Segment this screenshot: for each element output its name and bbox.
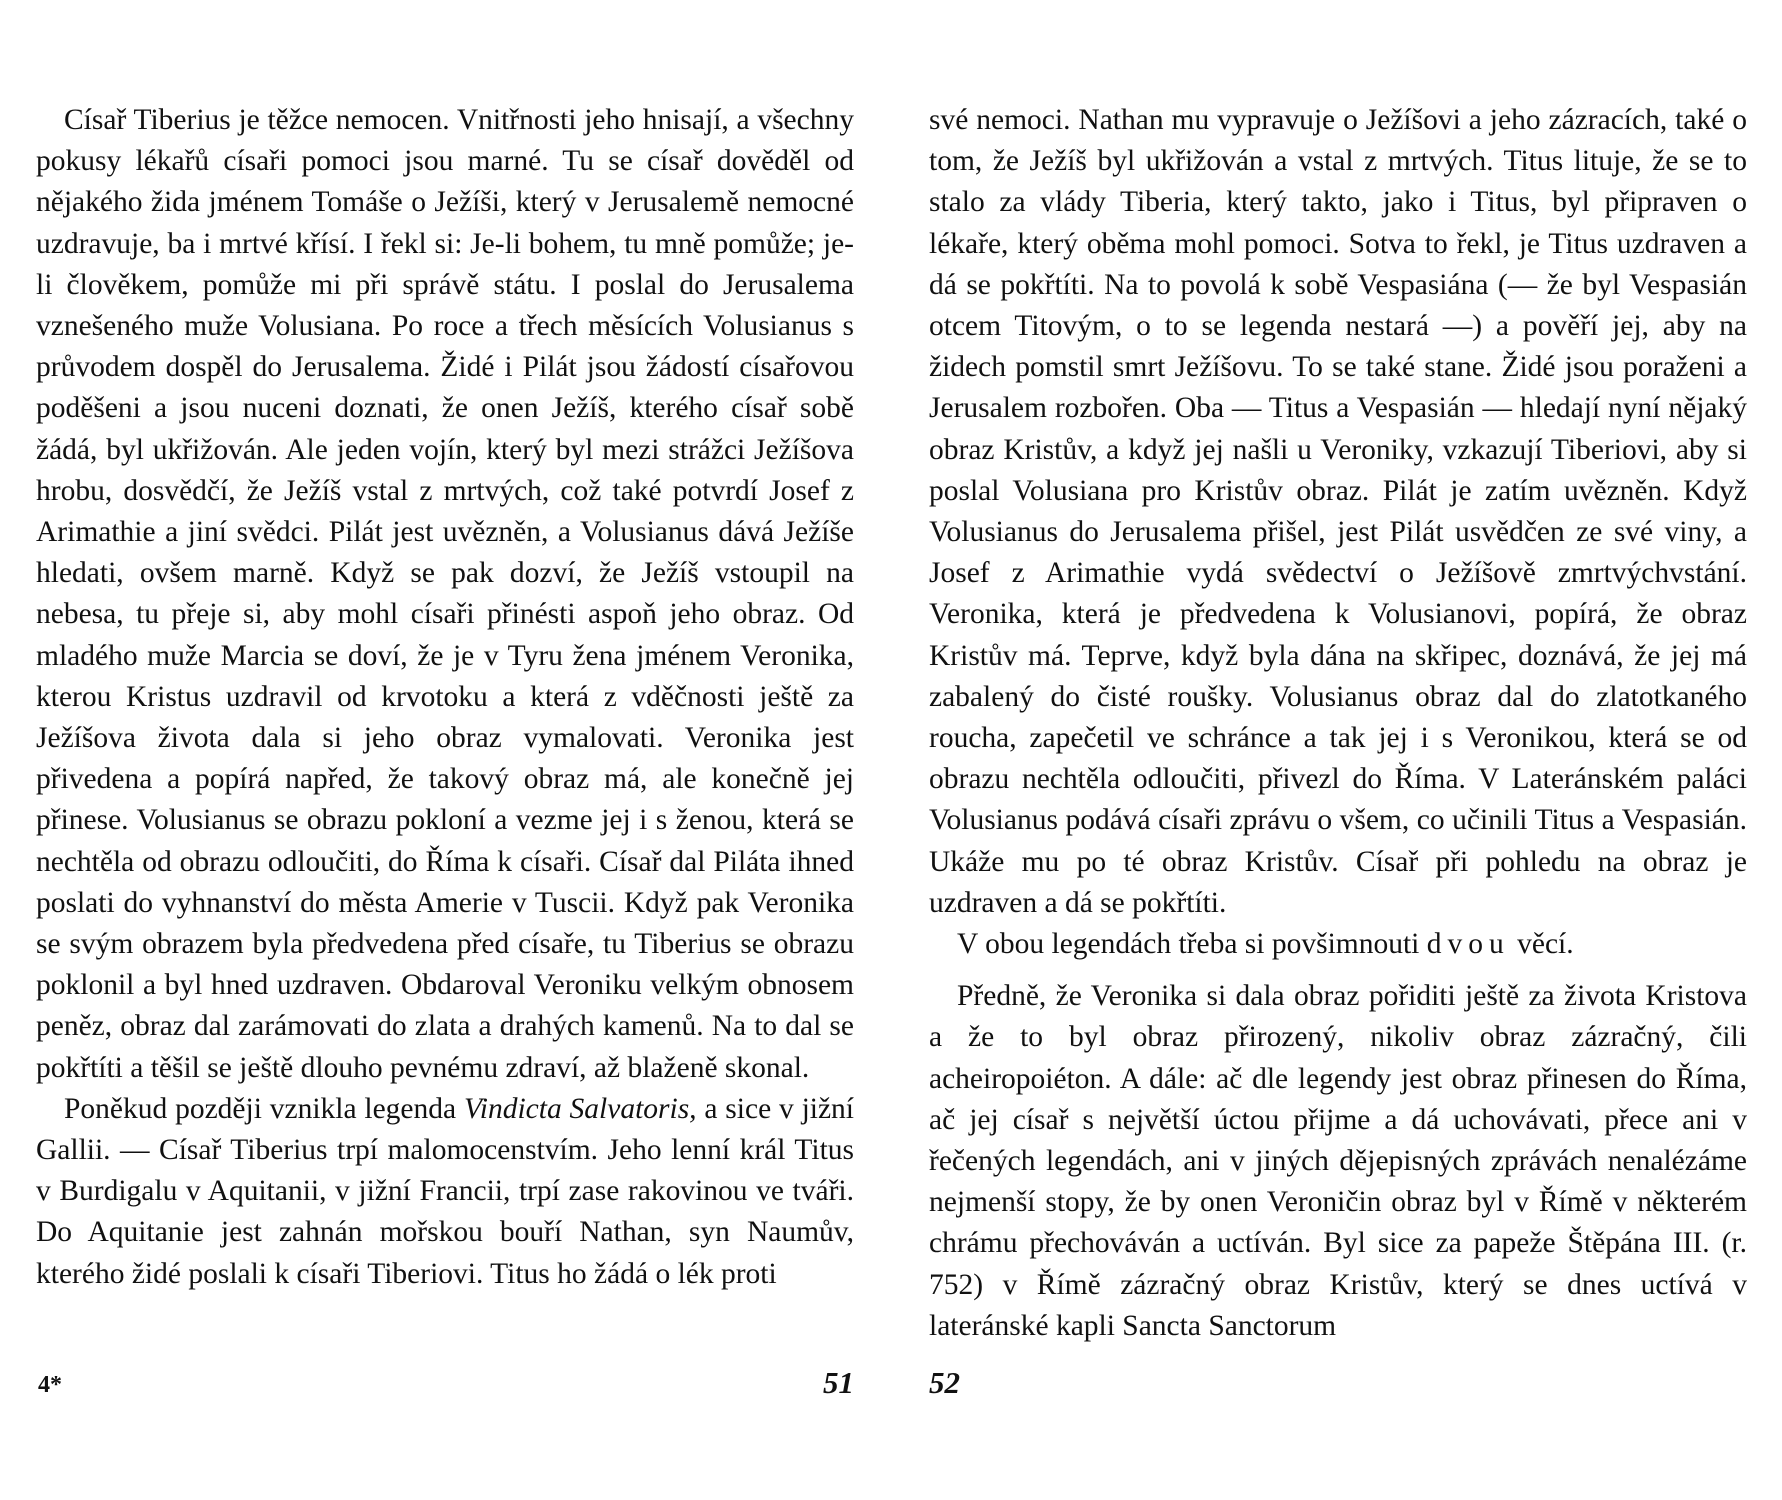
left-paragraph-2-rest: a sice v jižní Gallii. — Císař Tiberius trpí malomocenstvím. Jeho lenní král Titus v Burdigalu v Aquitanii, v jižní Francii, trpí zase rakovinou ve tváři. Do Aquitanie jest zahnán mořskou bouří Nathan, syn Naumův, kterého židé poslali k císaři Tiberiovi. Titus ho žádá o lék proti <box>36 1092 855 1290</box>
page-number-left: 51 <box>823 1365 854 1400</box>
right-paragraph-1: své nemoci. Nathan mu vypravuje o Ježíšovi a jeho zázracích, také o tom, že Ježíš byl ukřižován a vstal z mrtvých. Titus lituje, že se to stalo za vlády Tiberia, který takto, jako i Titus, byl připraven o lékaře, který oběma mohl pomoci. Sotva to řekl, je Titus uzdraven a dá se pokřtíti. Na to povolá k sobě Vespasiána (— že byl Vespasián otcem Titovým, o to se legenda nestará —) a pověří jej, aby na židech pomstil smrt Ježíšovu. To se také stane. Židé jsou poraženi a Jerusalem rozbořen. Oba — Titus a Vespasián — hledají nyní nějaký obraz Kristův, a když jej našli u Veroniky, vzkazují Tiberiovi, aby si poslal Volusiana pro Kristův obraz. Pilát je zatím uvězněn. Když Volusianus do Jerusalema přišel, jest Pilát usvědčen ze své viny, a Josef z Arimathie vydá svědectví o Ježíšově zmrtvýchvstání. Veronika, která je předvedena k Volusianovi, popírá, že obraz Kristův má. Teprve, když byla dána na skřipec, doznává, že jej má zabalený do čisté roušky. Volusianus obraz dal do zlatotkaného roucha, zapečetil ve schránce a tak jej i s Veronikou, která se od obrazu nechtěla odloučiti, přivezl do Říma. V Lateránském paláci Volusianus podává císaři zprávu o všem, co učinili Titus a Vespasián. Ukáže mu po té obraz Kristův. Císař při pohledu na obraz je uzdraven a dá se pokřtíti. <box>929 104 1747 919</box>
vindicta-salvatoris-title: Vindicta Salvatoris, <box>463 1092 697 1125</box>
right-paragraph-2-rest: věcí. <box>1509 928 1574 961</box>
left-page <box>36 100 855 1400</box>
right-paragraph-2-lead: V obou legendách třeba si povšimnouti <box>957 928 1427 961</box>
right-paragraph-3: Předně, že Veronika si dala obraz pořiditi ještě za života Kristova a že to byl obraz přirozený, nikoliv obraz zázračný, čili acheiropoiéton. A dále: ač dle legendy jest obraz přinesen do Říma, ač jej císař s největší úctou přijme a dá uchovávati, přece ani v řečených legendách, ani v jiných dějepisných zprávách nenalézáme nejmenší stopy, že by onen Veroničin obraz byl v Římě v některém chrámu přechováván a uctíván. Byl sice za papeže Štěpána III. (r. 752) v Římě zázračný obraz Kristův, který se dnes uctívá v lateránské kapli Sancta Sanctorum <box>929 980 1747 1342</box>
spaced-emphasis-dvou: dvou <box>1426 928 1510 961</box>
left-paragraph-2 <box>36 1089 854 1295</box>
left-page-body <box>36 100 855 1290</box>
signature-mark: 4* <box>38 1372 62 1398</box>
left-paragraph-1: Císař Tiberius je těžce nemocen. Vnitřnosti jeho hnisají, a všechny pokusy lékařů císaři pomoci jsou marné. Tu se císař dověděl od nějakého žida jménem Tomáše o Ježíši, který v Jerusalemě nemocné uzdravuje, ba i mrtvé křísí. I řekl si: Je-li bohem, tu mně pomůže; je-li člověkem, pomůže mi při správě státu. I poslal do Jerusalema vznešeného muže Volusiana. Po roce a třech měsících Volusianus s průvodem dospěl do Jerusalema. Židé i Pilát jsou žádostí císařovou poděšeni a jsou nuceni doznati, že onen Ježíš, kterého císař sobě žádá, byl ukřižován. Ale jeden vojín, který byl mezi strážci Ježíšova hrobu, dosvědčí, že Ježíš vstal z mrtvých, což také potvrdí Josef z Arimathie a jiní svědci. Pilát jest uvězněn, a Volusianus dává Ježíše hledati, ovšem marně. Když se pak dozví, že Ježíš vstoupil na nebesa, tu přeje si, aby mohl císaři přinésti aspoň jeho obraz. Od mladého muže Marcia se doví, že je v Tyru žena jménem Veronika, kterou Kristus uzdravil od krvotoku a která z vděčnosti ještě za Ježíšova života dala si jeho obraz vymalovati. Veronika jest přivedena a popírá napřed, že takový obraz má, ale konečně jej přinese. Volusianus se obrazu pokloní a vezme jej i s ženou, která se nechtěla od obrazu odloučiti, do Říma k císaři. Císař dal Piláta ihned poslati do vyhnanství do města Amerie v Tuscii. Když pak Veronika se svým obrazem byla předvedena před císaře, tu Tiberius se obrazu poklonil a byl hned uzdraven. Obdaroval Veroniku velkým obnosem peněz, obraz dal zarámovati do zlata a drahých kamenů. Na to dal se pokřtíti a těšil se ještě dlouho pevnému zdraví, až blaženě skonal. <box>36 104 854 1084</box>
right-page-body <box>929 100 1747 1342</box>
right-paragraph-2 <box>929 924 1747 965</box>
left-paragraph-2-lead: Poněkud později vznikla legenda <box>64 1092 464 1125</box>
page-number-right: 52 <box>929 1365 960 1400</box>
right-page <box>929 100 1747 1400</box>
